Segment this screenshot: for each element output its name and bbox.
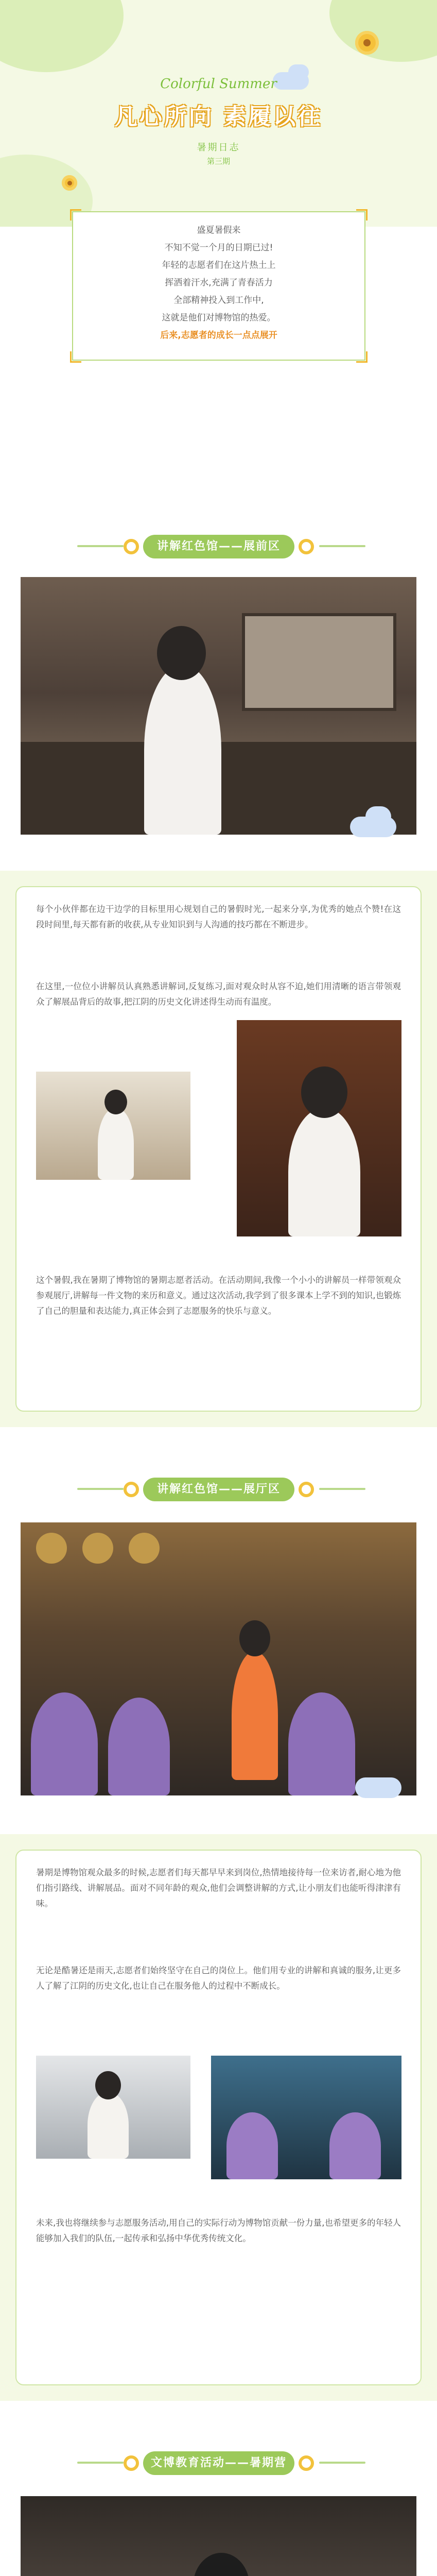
banner-ring-icon bbox=[299, 1482, 314, 1497]
section-title: 讲解红色馆——展前区 bbox=[143, 535, 294, 558]
volunteer-figure bbox=[98, 1108, 134, 1180]
photo-volunteer-hall bbox=[36, 1072, 190, 1180]
intro-line: 年轻的志愿者们在这片热土上 bbox=[162, 260, 276, 270]
banner-line bbox=[77, 2462, 124, 2464]
banner-line bbox=[319, 1488, 365, 1490]
volunteer-figure bbox=[88, 2092, 129, 2159]
header-main-title: 凡心所向 素履以往 bbox=[114, 104, 323, 130]
banner-ring-icon bbox=[299, 2455, 314, 2471]
section-banner bbox=[0, 2442, 437, 2483]
intro-line: 挥洒着汗水,充满了青春活力 bbox=[165, 278, 273, 288]
banner-ring-icon bbox=[299, 539, 314, 554]
intro-line: 全部精神投入到工作中, bbox=[173, 295, 264, 306]
section-title: 文博教育活动——暑期营 bbox=[143, 2451, 294, 2475]
section-paragraph: 无论是酷暑还是雨天,志愿者们始终坚守在自己的岗位上。他们用专业的讲解和真诚的服务,让更多人了解了江阴的历史文化,也让自己在服务他人的过程中不断成长。 bbox=[36, 1965, 401, 1991]
banner-line bbox=[77, 545, 124, 547]
volunteer-head bbox=[157, 626, 206, 680]
intro-highlight: 后来,志愿者的成长一点点展开 bbox=[160, 330, 277, 341]
banner-line bbox=[319, 2462, 365, 2464]
child-figure bbox=[226, 2112, 278, 2179]
volunteer-head bbox=[95, 2071, 121, 2099]
intro-line: 这就是他们对博物馆的热爱。 bbox=[162, 313, 276, 323]
section-paragraph: 未来,我也将继续参与志愿服务活动,用自己的实际行动为博物馆贡献一份力量,也希望更多的年轻人能够加入我们的队伍,一起传承和弘扬中华优秀传统文化。 bbox=[36, 2218, 401, 2243]
header-decor-blob bbox=[329, 0, 437, 62]
section-title: 讲解红色馆——展厅区 bbox=[143, 1478, 294, 1501]
exhibit-disc bbox=[82, 1533, 113, 1564]
corner-decor bbox=[70, 209, 81, 221]
exhibit-disc bbox=[36, 1533, 67, 1564]
section-paragraph: 每个小伙伴都在边干边学的目标里用心规划自己的暑假时光,一起来分享,为优秀的她点个赞!在这段时间里,每天都有新的收获,从专业知识到与人沟通的技巧都在不断进步。 bbox=[36, 904, 401, 929]
volunteer-head bbox=[193, 2553, 250, 2576]
cloud-icon bbox=[365, 806, 391, 827]
section-banner bbox=[0, 526, 437, 567]
intro-line: 盛夏暑假来 bbox=[197, 225, 241, 235]
photo-volunteer-portrait bbox=[237, 1020, 401, 1236]
sunflower-icon bbox=[355, 31, 379, 55]
header-decor-blob bbox=[0, 0, 124, 72]
section-paragraph: 暑期是博物馆观众最多的时候,志愿者们每天都早早来到岗位,热情地接待每一位来访者,耐心地为他们指引路线、讲解展品。面对不同年龄的观众,他们会调整讲解的方式,让小朋友们也能听得津津有味。 bbox=[36, 1868, 401, 1908]
corner-decor bbox=[356, 209, 368, 221]
child-figure bbox=[31, 1692, 98, 1795]
cloud-icon bbox=[355, 1777, 401, 1798]
header-english-title: Colorful Summer bbox=[160, 76, 277, 92]
header-banner bbox=[0, 0, 437, 227]
corner-decor bbox=[70, 351, 81, 363]
exhibit-panel bbox=[242, 613, 396, 711]
child-figure bbox=[108, 1698, 170, 1795]
volunteer-figure bbox=[232, 1651, 278, 1780]
child-figure bbox=[329, 2112, 381, 2179]
volunteer-head bbox=[239, 1620, 270, 1656]
photo-group-tour bbox=[21, 1522, 416, 1795]
section-banner bbox=[0, 1468, 437, 1510]
banner-ring-icon bbox=[124, 539, 139, 554]
section-paragraph: 这个暑假,我在暑期了博物馆的暑期志愿者活动。在活动期间,我像一个小小的讲解员一样带领观众参观展厅,讲解每一件文物的来历和意义。通过这次活动,我学到了很多课本上学不到的知识,也锻炼了自己的胆量和表达能力,真正体会到了志愿服务的快乐与意义。 bbox=[36, 1275, 401, 1316]
banner-ring-icon bbox=[124, 1482, 139, 1497]
corner-decor bbox=[356, 351, 368, 363]
volunteer-figure bbox=[144, 665, 221, 835]
section-paragraph: 在这里,一位位小讲解员认真熟悉讲解词,反复练习,面对观众时从容不迫,她们用清晰的语言带领观众了解展品背后的故事,把江阴的历史文化讲述得生动而有温度。 bbox=[36, 981, 401, 1007]
header-series-label: 暑期日志 bbox=[197, 142, 240, 153]
banner-line bbox=[319, 545, 365, 547]
sunflower-icon bbox=[62, 175, 77, 191]
volunteer-figure bbox=[288, 1108, 360, 1236]
photo-children-display bbox=[211, 2056, 401, 2179]
photo-volunteer-camera bbox=[21, 2496, 416, 2576]
volunteer-head bbox=[104, 1090, 127, 1114]
photo-docent-exhibit bbox=[21, 577, 416, 835]
banner-line bbox=[77, 1488, 124, 1490]
child-figure bbox=[288, 1692, 355, 1795]
photo-volunteer-reception bbox=[36, 2056, 190, 2159]
intro-box bbox=[72, 211, 365, 361]
intro-line: 不知不觉一个月的日期已过! bbox=[164, 243, 273, 253]
volunteer-head bbox=[301, 1066, 347, 1118]
header-issue-label: 第三期 bbox=[206, 157, 230, 166]
banner-ring-icon bbox=[124, 2455, 139, 2471]
exhibit-disc bbox=[129, 1533, 160, 1564]
